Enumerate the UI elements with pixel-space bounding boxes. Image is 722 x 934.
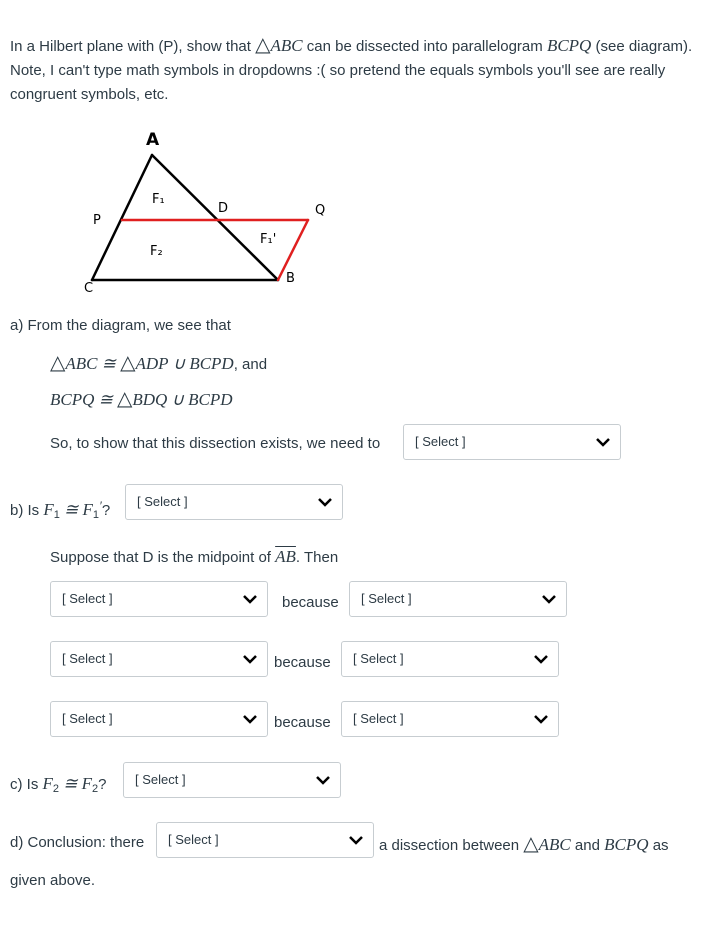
triangle-symbol: △ xyxy=(120,350,136,374)
union-symbol: ∪ xyxy=(171,390,184,409)
dissection-diagram xyxy=(80,120,340,300)
label-f2: F₂ xyxy=(150,244,163,259)
part-a-intro: a) From the diagram, we see that xyxy=(10,317,231,334)
math-f: F xyxy=(42,774,53,793)
label-q: Q xyxy=(315,203,326,218)
suppose-text xyxy=(50,545,338,570)
chevron-down-icon xyxy=(542,594,556,604)
math-segment-ab: $\overline{AB}$ xyxy=(275,547,296,566)
chevron-down-icon xyxy=(349,835,363,845)
triangle-symbol: △ xyxy=(255,32,271,56)
part-b-label: b) Is xyxy=(10,502,44,519)
because-text-1: because xyxy=(282,594,339,611)
and-text: and xyxy=(570,837,605,854)
part-d-post-text: a dissection between xyxy=(379,837,524,854)
chevron-down-icon xyxy=(534,714,548,724)
math-abc: ABC xyxy=(65,354,98,373)
select-label: [ Select ] xyxy=(415,434,466,449)
math-bdq: BDQ xyxy=(132,390,168,409)
congruent-symbol: ≅ xyxy=(64,500,79,519)
math-f-prime: F xyxy=(82,500,93,519)
label-f1-prime: F₁' xyxy=(260,232,277,247)
side-ac xyxy=(92,155,152,280)
part-a-line-2 xyxy=(50,386,233,413)
reason-select-2[interactable] xyxy=(341,641,559,677)
select-label: [ Select ] xyxy=(168,832,219,847)
congruent-symbol: ≅ xyxy=(63,774,78,793)
select-label: [ Select ] xyxy=(62,591,113,606)
label-d: D xyxy=(218,201,229,216)
label-p: P xyxy=(93,213,101,228)
reason-select-1[interactable] xyxy=(349,581,567,617)
triangle-symbol: △ xyxy=(523,831,539,855)
label-c: C xyxy=(84,281,94,296)
chevron-down-icon xyxy=(243,594,257,604)
select-label: [ Select ] xyxy=(62,711,113,726)
part-c-select[interactable] xyxy=(123,762,341,798)
part-c-label: c) Is xyxy=(10,776,43,793)
part-b-question xyxy=(10,494,110,527)
math-abc: ABC xyxy=(538,835,571,854)
statement-select-3[interactable] xyxy=(50,701,268,737)
math-bcpd: BCPD xyxy=(189,354,234,373)
select-label: [ Select ] xyxy=(361,591,412,606)
side-ab xyxy=(152,155,278,280)
math-adp: ADP xyxy=(135,354,169,373)
label-a: A xyxy=(146,130,160,150)
triangle-symbol: △ xyxy=(50,350,66,374)
because-text-3: because xyxy=(274,714,331,731)
because-text-2: because xyxy=(274,654,331,671)
triangle-symbol: △ xyxy=(116,386,133,410)
suppose-end: . Then xyxy=(295,549,339,566)
chevron-down-icon xyxy=(316,775,330,785)
intro-text-1: In a Hilbert plane with (P), show that xyxy=(10,38,256,55)
chevron-down-icon xyxy=(318,497,332,507)
chevron-down-icon xyxy=(243,714,257,724)
suppose-pre: Suppose that D is the midpoint of xyxy=(50,549,276,566)
math-bcpq: BCPQ xyxy=(50,390,95,409)
math-abc: ABC xyxy=(270,36,303,55)
part-c-question xyxy=(10,772,106,801)
select-label: [ Select ] xyxy=(353,711,404,726)
as-text: as xyxy=(648,837,669,854)
prime-mark: ′ xyxy=(98,498,102,513)
chevron-down-icon xyxy=(596,437,610,447)
chevron-down-icon xyxy=(243,654,257,664)
label-f1: F₁ xyxy=(152,192,165,207)
chevron-down-icon xyxy=(534,654,548,664)
math-bcpq: BCPQ xyxy=(546,36,592,55)
reason-select-3[interactable] xyxy=(341,701,559,737)
part-a-so-text: So, to show that this dissection exists, we need to xyxy=(50,435,381,452)
union-symbol: ∪ xyxy=(172,354,186,373)
part-b-select[interactable] xyxy=(125,484,343,520)
select-label: [ Select ] xyxy=(137,494,188,509)
question-mark: ? xyxy=(101,502,111,519)
label-b: B xyxy=(286,271,295,286)
intro-text-3: (see diagram). Note, I can't type math symbols in dropdowns :( so pretend the equals symbols you'll see are really congruent symbols, etc. xyxy=(10,38,693,103)
math-bcpq: BCPQ xyxy=(604,835,649,854)
part-a-select[interactable] xyxy=(403,424,621,460)
part-a-line-1 xyxy=(50,350,267,377)
and-text: , and xyxy=(233,356,268,373)
part-d-post xyxy=(379,831,669,858)
congruent-symbol: ≅ xyxy=(101,354,116,373)
intro-text-2: can be dissected into parallelogram xyxy=(302,38,547,55)
math-f: F xyxy=(43,500,54,519)
select-label: [ Select ] xyxy=(135,772,186,787)
subscript-1: 1 xyxy=(92,509,99,521)
congruent-symbol: ≅ xyxy=(98,390,113,409)
statement-select-2[interactable] xyxy=(50,641,268,677)
part-d-pre: d) Conclusion: there xyxy=(10,834,145,851)
subscript-1: 1 xyxy=(53,509,60,521)
subscript-2: 2 xyxy=(52,783,60,795)
question-mark: ? xyxy=(98,776,107,793)
intro-paragraph xyxy=(10,32,715,107)
math-bcpd: BCPD xyxy=(188,390,233,409)
part-d-select[interactable] xyxy=(156,822,374,858)
select-label: [ Select ] xyxy=(353,651,404,666)
select-label: [ Select ] xyxy=(62,651,113,666)
math-f: F xyxy=(81,774,92,793)
subscript-2: 2 xyxy=(92,783,99,795)
statement-select-1[interactable] xyxy=(50,581,268,617)
part-d-given: given above. xyxy=(10,872,96,889)
